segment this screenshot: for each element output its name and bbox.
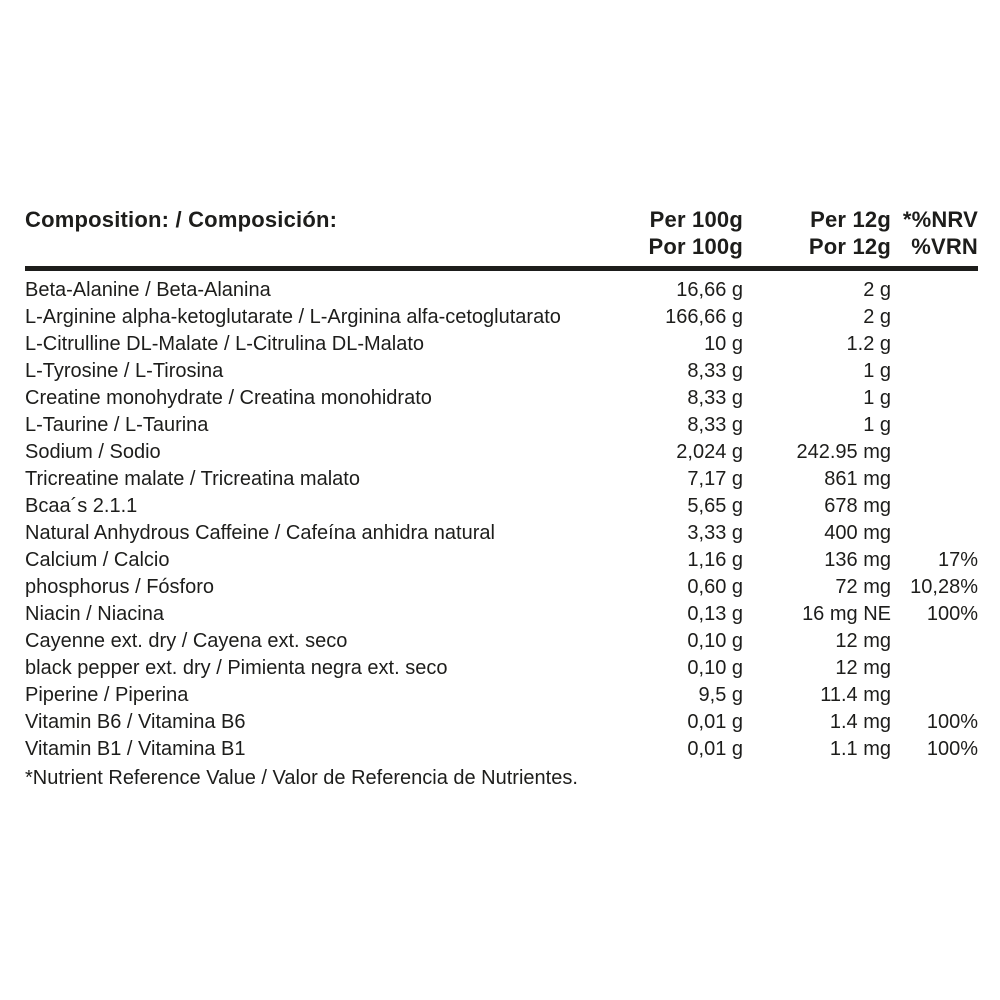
table-row [25,628,978,655]
table-row [25,601,978,628]
value-nrv: 100% [926,738,978,760]
footnote: *Nutrient Reference Value / Valor de Referencia de Nutrientes. [25,767,578,789]
value-per-100g: 0,13 g [687,603,743,625]
column-header-per-12g-en: Per 12g [810,207,891,232]
table-row [25,385,978,412]
composition-table [25,206,978,792]
value-nrv [891,466,978,493]
ingredient-name: phosphorus / Fósforo [25,576,214,598]
table-row [25,466,978,493]
value-per-100g: 0,10 g [687,657,743,679]
value-per-100g: 2,024 g [676,441,743,463]
column-header-per-100g [623,206,743,260]
value-nrv: 10,28% [910,576,978,598]
table-row [25,547,978,574]
value-nrv [891,493,978,520]
value-nrv [891,385,978,412]
value-per-12g: 1.1 mg [829,738,891,760]
ingredient-name: Piperine / Piperina [25,684,189,706]
value-nrv [891,358,978,385]
ingredient-name: Tricreatine malate / Tricreatina malato [25,468,360,490]
value-per-12g: 861 mg [824,468,891,490]
value-per-12g: 2 g [863,279,891,301]
ingredient-name: Sodium / Sodio [25,441,161,463]
value-per-12g: 1.4 mg [829,711,891,733]
table-row [25,412,978,439]
column-header-nrv-en: *%NRV [902,207,978,232]
table-row [25,736,978,763]
ingredient-name: L-Citrulline DL-Malate / L-Citrulina DL-Malato [25,333,425,355]
column-header-per-12g-es: Por 12g [808,234,891,259]
value-per-12g: 678 mg [824,495,891,517]
table-row [25,655,978,682]
value-nrv: 17% [937,549,978,571]
value-nrv [891,682,978,709]
value-per-12g: 2 g [863,306,891,328]
value-per-100g: 0,01 g [687,711,743,733]
value-per-12g: 1 g [863,414,891,436]
value-nrv [891,628,978,655]
value-per-100g: 5,65 g [687,495,743,517]
value-per-12g: 1 g [863,360,891,382]
table-row [25,682,978,709]
value-per-100g: 0,60 g [687,576,743,598]
value-per-100g: 166,66 g [665,306,743,328]
ingredient-name: L-Tyrosine / L-Tirosina [25,360,224,382]
table-row [25,439,978,466]
value-nrv [891,520,978,547]
table-row [25,277,978,304]
value-per-100g: 16,66 g [676,279,743,301]
value-per-100g: 10 g [704,333,743,355]
ingredient-name: Vitamin B1 / Vitamina B1 [25,738,246,760]
value-per-12g: 242.95 mg [796,441,891,463]
value-per-12g: 12 mg [835,630,891,652]
column-header-nrv [891,206,978,260]
value-per-100g: 8,33 g [687,360,743,382]
value-per-12g: 12 mg [835,657,891,679]
value-per-12g: 1.2 g [846,333,891,355]
value-per-100g: 7,17 g [687,468,743,490]
column-header-per-12g [743,206,891,260]
ingredient-name: Natural Anhydrous Caffeine / Cafeína anhidra natural [25,522,495,544]
header-divider [25,266,978,271]
value-per-12g: 1 g [863,387,891,409]
table-row [25,331,978,358]
value-nrv [891,412,978,439]
table-row [25,574,978,601]
value-nrv [891,277,978,304]
value-nrv [891,331,978,358]
value-per-12g: 11.4 mg [820,684,891,706]
table-title: Composition: / Composición: [25,207,338,232]
table-row [25,493,978,520]
ingredient-name: Beta-Alanine / Beta-Alanina [25,279,271,301]
value-per-12g: 400 mg [824,522,891,544]
table-row [25,304,978,331]
value-per-100g: 0,01 g [687,738,743,760]
ingredient-name: L-Taurine / L-Taurina [25,414,209,436]
table-row [25,358,978,385]
value-nrv: 100% [926,711,978,733]
value-per-100g: 1,16 g [687,549,743,571]
ingredient-name: Creatine monohydrate / Creatina monohidrato [25,387,432,409]
ingredient-name: Calcium / Calcio [25,549,170,571]
value-nrv [891,304,978,331]
ingredient-name: Cayenne ext. dry / Cayena ext. seco [25,630,348,652]
value-per-100g: 8,33 g [687,387,743,409]
ingredient-name: Niacin / Niacina [25,603,164,625]
value-nrv [891,439,978,466]
column-header-per-100g-en: Per 100g [649,207,743,232]
table-row [25,709,978,736]
value-nrv [891,655,978,682]
value-per-100g: 9,5 g [698,684,743,706]
value-per-12g: 16 mg NE [802,603,891,625]
value-nrv: 100% [926,603,978,625]
table-header [25,206,978,260]
value-per-100g: 3,33 g [687,522,743,544]
ingredient-name: black pepper ext. dry / Pimienta negra ext. seco [25,657,448,679]
column-header-per-100g-es: Por 100g [648,234,743,259]
table-row [25,520,978,547]
ingredient-name: L-Arginine alpha-ketoglutarate / L-Arginina alfa-cetoglutarato [25,306,561,328]
ingredient-name: Vitamin B6 / Vitamina B6 [25,711,246,733]
ingredient-name: Bcaa´s 2.1.1 [25,495,138,517]
value-per-100g: 8,33 g [687,414,743,436]
value-per-12g: 72 mg [835,576,891,598]
value-per-12g: 136 mg [824,549,891,571]
column-header-nrv-es: %VRN [911,234,978,259]
value-per-100g: 0,10 g [687,630,743,652]
table-body [25,277,978,763]
